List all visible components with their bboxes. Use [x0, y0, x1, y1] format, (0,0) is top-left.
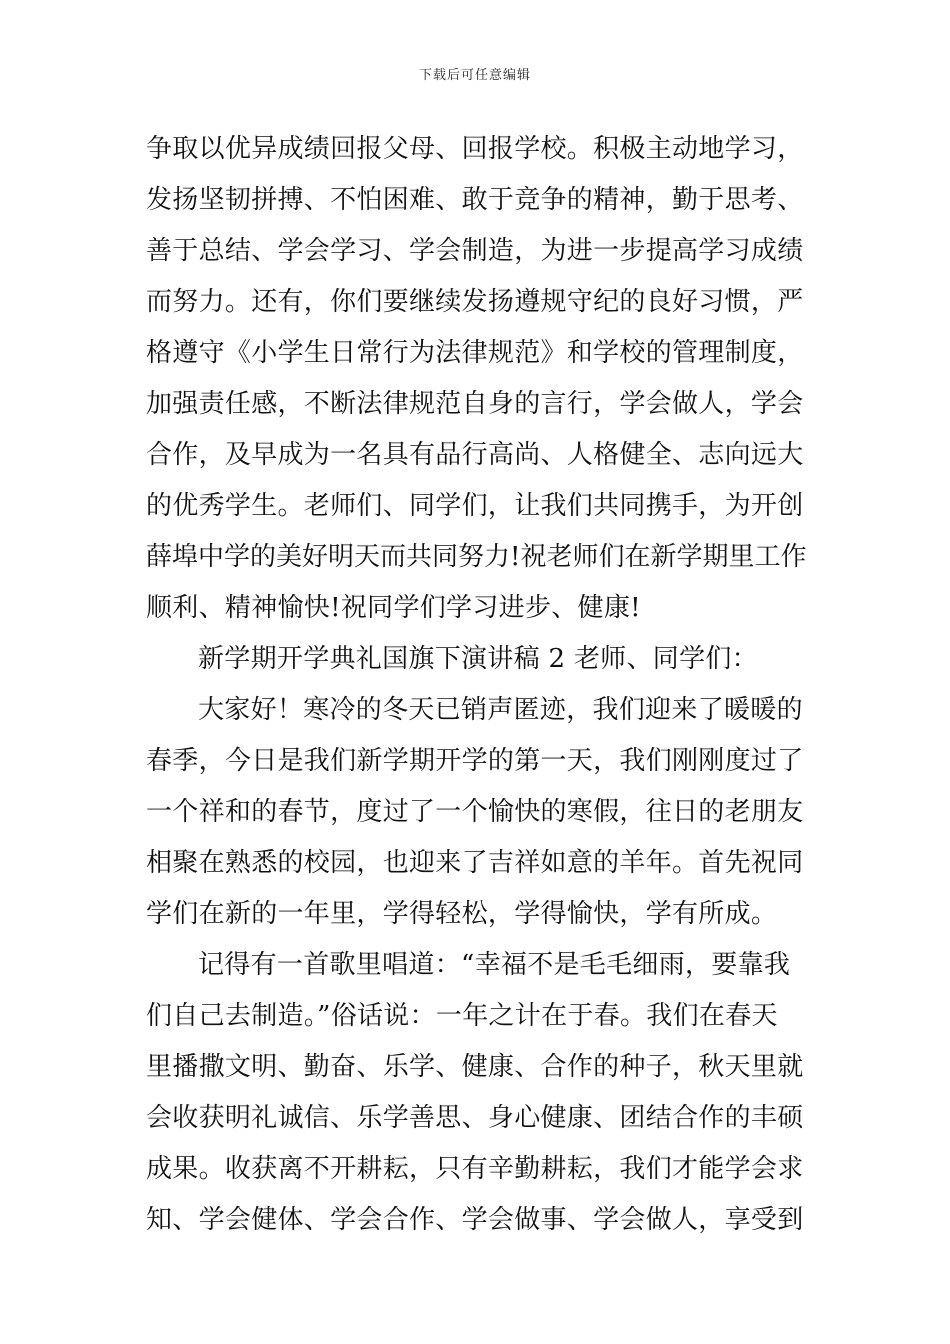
text-line: 相聚在熟悉的校园，也迎来了吉祥如意的羊年。首先祝同: [146, 848, 804, 878]
text-line: 合作，及早成为一名具有品行高尚、人格健全、志向远大: [146, 440, 804, 470]
text-line: 成果。收获离不开耕耘，只有辛勤耕耘，我们才能学会求: [146, 1154, 804, 1184]
text-line: 争取以优异成绩回报父母、回报学校。积极主动地学习，: [146, 134, 804, 164]
text-line: 新学期开学典礼国旗下演讲稿 2 老师、同学们：: [198, 644, 758, 674]
text-line: 一个祥和的春节，度过了一个愉快的寒假，往日的老朋友: [146, 797, 804, 827]
text-line: 春季，今日是我们新学期开学的第一天，我们刚刚度过了: [146, 746, 804, 776]
body-text: [146, 124, 806, 1246]
text-line: 的优秀学生。老师们、同学们，让我们共同携手，为开创: [146, 491, 804, 521]
text-line: 薛埠中学的美好明天而共同努力!祝老师们在新学期里工作: [146, 542, 806, 572]
text-line: 顺利、精神愉快!祝同学们学习进步、健康!: [146, 593, 641, 623]
text-line: 善于总结、学会学习、学会制造，为进一步提高学习成绩: [146, 236, 804, 266]
text-line: 知、学会健体、学会合作、学会做事、学会做人，享受到: [146, 1205, 804, 1235]
text-line: 会收获明礼诚信、乐学善思、身心健康、团结合作的丰硕: [146, 1103, 804, 1133]
text-line: 记得有一首歌里唱道：“幸福不是毛毛细雨，要靠我: [198, 950, 791, 980]
text-line: 格遵守《小学生日常行为法律规范》和学校的管理制度，: [146, 338, 804, 368]
text-line: 学们在新的一年里，学得轻松，学得愉快，学有所成。: [146, 899, 778, 929]
text-line: 里播撒文明、勤奋、乐学、健康、合作的种子，秋天里就: [146, 1052, 804, 1082]
text-line: 们自己去制造。”俗话说：一年之计在于春。我们在春天: [146, 1001, 778, 1031]
page-header: 下载后可任意编辑: [418, 68, 531, 83]
text-line: 而努力。还有，你们要继续发扬遵规守纪的良好习惯，严: [146, 287, 804, 317]
text-line: 大家好！寒冷的冬天已销声匿迹，我们迎来了暖暖的: [198, 695, 803, 725]
text-line: 发扬坚韧拼搏、不怕困难、敢于竞争的精神，勤于思考、: [146, 185, 804, 215]
text-line: 加强责任感，不断法律规范自身的言行，学会做人，学会: [146, 389, 804, 419]
